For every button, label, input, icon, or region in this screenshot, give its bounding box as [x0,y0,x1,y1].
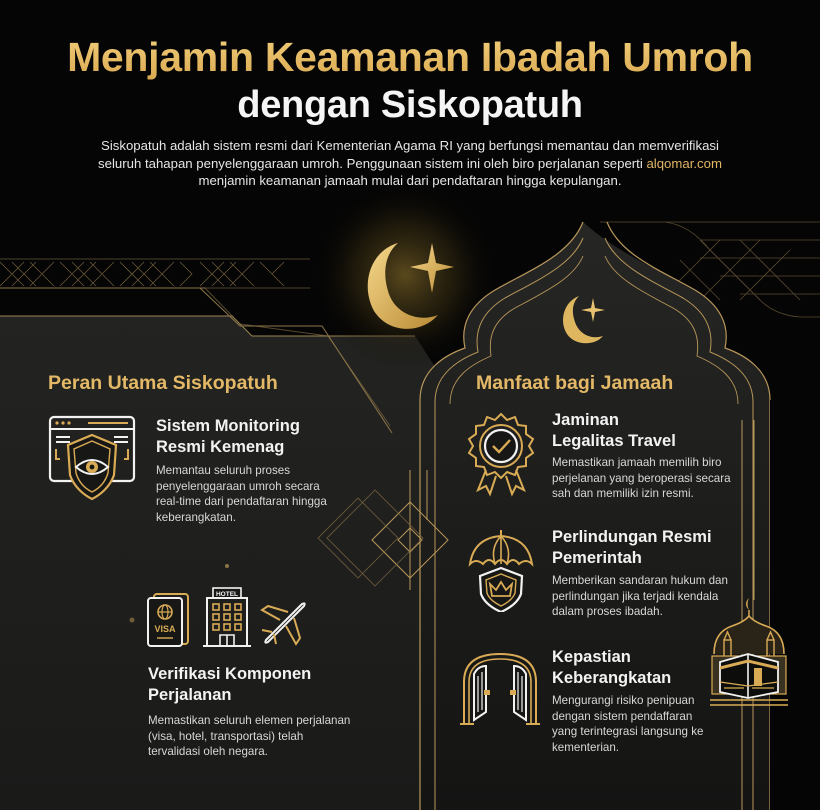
certified-badge-icon [466,412,536,498]
item-title-line: Kepastian [552,648,631,666]
desc-line: kementerian. [552,740,620,754]
desc-line: (visa, hotel, transportasi) telah [148,729,304,743]
desc-line: dalam proses ibadah. [552,605,663,618]
kaaba-mosque-icon [710,594,788,710]
desc-line: perlindungan jika terjadi kendala [552,589,719,603]
desc-line: keberangkatan. [156,510,236,524]
desc-line: tervalidasi oleh negara. [148,745,268,758]
item-description [552,455,731,502]
intro-text-end: menjamin keamanan jamaah mulai dari pendaftaran hingga kepulangan. [198,173,622,188]
crescent-star-icon [340,215,470,345]
item-title [156,416,300,458]
small-crescent-star-icon [555,292,611,348]
visa-passport-icon [146,592,192,648]
desc-line: sah dan memiliki izin resmi. [552,487,694,500]
desc-line: Mengurangi risiko penipuan [552,694,695,707]
item-title-line: Perlindungan Resmi [552,528,712,546]
desc-line: Memastikan jamaah memilih biro [552,456,722,469]
hotel-label: HOTEL [215,591,239,598]
desc-line: perjelanan yang beroperasi secara [552,471,731,485]
item-description [552,693,703,755]
item-title-line: Sistem Monitoring [156,417,300,435]
desc-line: dengan sistem pendaffaran [552,709,693,723]
intro-text: Siskopatuh adalah sistem resmi dari Kementerian Agama RI yang berfungsi memantau dan memverifikasi seluruh tahapan penyelenggaraan umroh. Penggunaan sistem ini oleh biro perjalanan seperti [98,138,719,171]
monitoring-shield-eye-icon [48,415,136,503]
item-title-line: Legalitas Travel [552,432,676,450]
subtitle: dengan Siskopatuh [237,84,583,126]
item-title-line: Keberangkatan [552,669,672,687]
umbrella-shield-crown-icon [466,528,536,612]
right-section-title: Manfaat bagi Jamaah [476,372,674,394]
item-title [148,664,311,706]
hotel-icon [203,586,251,648]
item-title [552,647,671,689]
item-title [552,527,712,569]
left-section-title: Peran Utama Siskopatuh [48,372,278,394]
visa-label: VISA [154,624,176,634]
airplane-icon [258,598,308,648]
item-title-line: Pemerintah [552,549,642,567]
item-title-line: Verifikasi Komponen [148,665,312,683]
item-description [552,573,728,620]
item-title [552,410,676,452]
desc-line: Memberikan sandaran hukum dan [552,574,728,587]
desc-line: Memastikan seluruh elemen perjalanan [148,714,351,727]
item-title-line: Resmi Kemenag [156,438,285,456]
item-description [148,713,350,760]
desc-line: Memantau seluruh proses [156,464,291,477]
desc-line: real-time dari pendaftaran hingga [156,495,327,508]
item-title-line: Perjalanan [148,686,232,704]
alqomar-link[interactable]: alqomar.com [646,155,722,171]
intro-paragraph [80,137,740,190]
desc-line: penyelenggaraan umroh secara [156,479,320,493]
open-gate-icon [460,650,540,726]
item-description [156,463,327,525]
desc-line: yang terintegrasi langsung ke [552,725,704,738]
main-title: Menjamin Keamanan Ibadah Umroh [0,34,820,81]
item-title-line: Jaminan [552,411,619,429]
